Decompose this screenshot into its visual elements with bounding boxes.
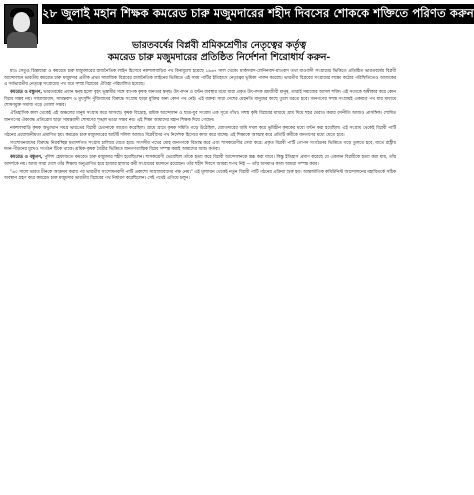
paragraph-6: কমরেড ও বন্ধুগণ, পুলিশ হেফাজতে কমরেড চারু মজুমদার শহীদ হয়েছিলেন। শাসকশ্রেণী ভেবেছিল তাঁকে হত্যা করে বিপ্লবী আন্দোলনকে স্তব্ধ করা যাবে। কিন্তু ইতিহাস প্রমাণ করেছে যে একজন বিপ্লবীকে হত্যা করা যায়, তাঁর আদর্শকে নয়। আজ সারা দেশে তাঁর শিক্ষায় অনুপ্রাণিত হয়ে হাজার হাজার কর্মী সংগ্রামের ময়দানে রয়েছেন। তাঁর শহীদ দিবসে আমরা শপথ নিই — তাঁর অসমাপ্ত কাজ আমরা সম্পন্ন করব। (4, 155, 396, 167)
pamphlet-page (4, 4, 474, 487)
pamphlet-header (4, 4, 474, 38)
paragraph-5: সংশোধনবাদের বিরুদ্ধে নিরবচ্ছিন্ন মতাদর্শগত সংগ্রাম চালিয়ে যেতে হবে। সংসদীয় পথের মোহ জনগণকে বিভ্রান্ত করে এবং শাসকশ্রেণীর সেবা করে। প্রকৃত বিপ্লবী পার্টি গোপন সংগঠনের ভিত্তিতে গড়ে তুলতে হবে, যাতে রাষ্ট্রীয় দমন-পীড়নের মুখেও সংগঠন টিকে থাকে। শ্রমিক-কৃষক মৈত্রীর ভিত্তিতে জনগণতান্ত্রিক বিপ্লব সম্পন্ন করাই আমাদের আশু কর্তব্য। (4, 140, 396, 153)
paragraph-1: মাও সেতুঙ চিন্তাধারা ও কমরেড চারু মজুমদারের রাজনৈতিক লাইন হিসেবে নকশালবাড়ির পথ বিনামূল্যে হয়েছে ১৯৬৭ সাল থেকে। মার্কসবাদ-লেনিনবাদ-মাওবাদ তথা মাওবাদী সংগ্রামের ভিত্তিতে প্রতিষ্ঠিত ভারতবর্ষের বিপ্লবী আন্দোলনে ভারতীয় কমরেড চারু মজুমদার প্রতীক প্রথম সামাজিক বিপ্লবের রাজনৈতিক লাইনের ভিত্তিতে এই সময় পার্টির ইতিহাসে নেতৃত্বের ভূমিকা পালন করেছে। ভারতীয় বিপ্লবের সংগ্রামের লক্ষ্যে কঠোর পরিস্থিতিতেও আজকের এ সর্বভারতীয় নেতৃত্বে সংগ্রামের পথ ধরে সশস্ত্র বিপ্লবের ঐতিহ্য পরিচালিত হয়েছে। (4, 69, 396, 88)
pamphlet-body (4, 69, 396, 183)
subtitle-line-2: কমরেড চারু মজুমদারের প্রতিষ্ঠিত নির্দেশনা শিরোধার্য করুন- (107, 52, 331, 63)
lead-phrase: কমরেড ও বন্ধুগণ, (10, 155, 43, 161)
leader-portrait (4, 4, 38, 44)
title-banner: ২৮ জুলাই মহান শিক্ষক কমরেড চারু মজুমদারের শহীদ দিবসের শোককে শক্তিতে পরিণত করুন (42, 4, 474, 24)
paragraph-2: কমরেড ও বন্ধুগণ, ভারতবর্ষের প্রধান দ্বন্দ্ব হলো বৃহৎ ভূস্বামীর সঙ্গে ব্যাপক কৃষক জনতার দ্বন্দ্ব। উৎপাদন ও বণ্টন ব্যবস্থার মধ্যে যারা প্রকৃত উৎপাদক শ্রমজীবী মানুষ, তারাই সমাজের আসল শক্তি। এই সত্যকে অস্বীকার করে কোন বিপ্লব সম্ভব নয়। সাম্রাজ্যবাদ, সামন্তবাদ ও মুৎসুদ্দি পুঁজিবাদের বিরুদ্ধে সংগ্রাম ছাড়া মুক্তির অন্য কোন পথ নেই। এই বক্তব্য সারা দেশের মেহনতি মানুষের কাছে তুলে ধরতে হবে। জনগণের সশস্ত্র সংগ্রামই একমাত্র পথ যার মাধ্যমে শোষণমুক্ত সমাজ গড়ে তোলা সম্ভব। (4, 90, 396, 109)
paragraph-4: নকশালবাড়ি কৃষক অভ্যুত্থান সমগ্র ভারতের বিপ্লবী চেতনাকে জাগ্রত করেছিল। গ্রামে গ্রামে কৃষক সমিতি গড়ে উঠেছিল, জোতদারের জমি দখল করে ভূমিহীন কৃষকের মধ্যে বণ্টন করা হয়েছিল। এই সংগ্রাম থেকেই বিপ্লবী পার্টি গঠনের প্রয়োজনীয়তা প্রমাণিত হয়। কমরেড চারু মজুমদারের আটটি দলিল আজও বিপ্লবীদের পথ নির্দেশক হিসেবে কাজ করে যাচ্ছে। এই শিক্ষাকে আত্মস্থ করে প্রতিটি কর্মীকে জনগণের মধ্যে যেতে হবে। (4, 125, 396, 138)
paragraph-7: "৬০ সালে ভারত চীনকে আক্রমণ করার পর ভারতীয় সংশোধনবাদী পার্টি প্রকাশ্যে সাম্রাজ্যবাদের পক্ষ নেয়।" এই মূল্যায়ন থেকেই নতুন বিপ্লবী পার্টি গঠনের প্রক্রিয়া শুরু হয়। আন্তর্জাতিক কমিউনিস্ট আন্দোলনের মহাবিতর্কে সঠিক অবস্থান গ্রহণ করে কমরেড চারু মজুমদার ভারতীয় বিপ্লবের পথ নির্ধারণ করেছিলেন। সেই পথেই এগিয়ে চলুন। (4, 169, 396, 182)
lead-phrase: কমরেড ও বন্ধুগণ, (10, 90, 43, 96)
paragraph-3: ঐতিহাসিক কাল থেকেই এই অঞ্চলের মানুষ সংগ্রাম করে আসছে। কৃষক বিদ্রোহ, শ্রমিক আন্দোলন ও ছাত্র-যুব সংগ্রাম এক সূত্রে গাঁথা। সশস্ত্র কৃষি বিপ্লবের মাধ্যমে গ্রাম দিয়ে শহর ঘেরাও করার রণনীতি আজও প্রাসঙ্গিক। শোষিত জনগণের ঐক্যবদ্ধ প্রতিরোধ ছাড়া সামন্তবাদী শোষণের শৃঙ্খল ভাঙা সম্ভব নয়। এই শিক্ষা আমাদের মহান শিক্ষক দিয়ে গেছেন। (4, 111, 396, 123)
subtitle-line-1: ভারতবর্ষের বিপ্লবী শ্রমিকশ্রেণীর নেতৃত্বের কর্তৃত্ব (131, 40, 307, 51)
